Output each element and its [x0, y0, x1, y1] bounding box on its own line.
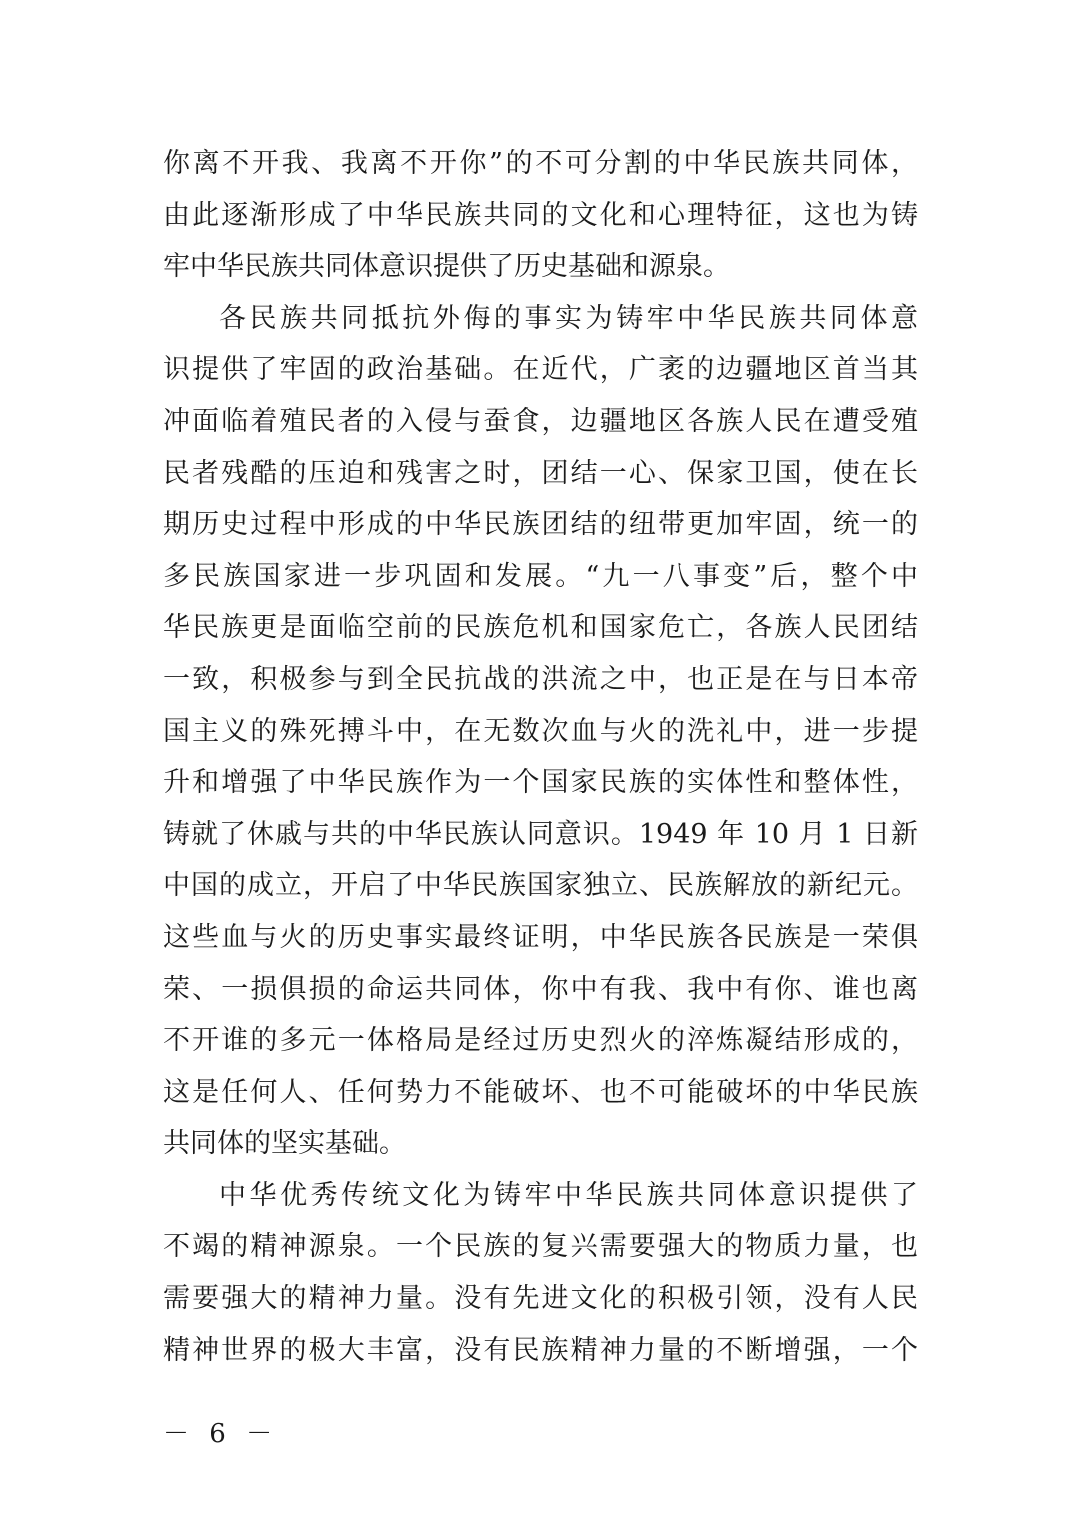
text-line: 期历史过程中形成的中华民族团结的纽带更加牢固，统一的 — [163, 509, 918, 541]
text-line: 识提供了牢固的政治基础。在近代，广袤的边疆地区首当其 — [163, 354, 918, 386]
text-line: 你离不开我、我离不开你”的不可分割的中华民族共同体， — [163, 148, 918, 179]
text-line: 不开谁的多元一体格局是经过历史烈火的淬炼凝结形成的， — [163, 1025, 918, 1057]
text-line: 多民族国家进一步巩固和发展。“九一八事变”后，整个中 — [163, 560, 918, 592]
text-line: 冲面临着殖民者的入侵与蚕食，边疆地区各族人民在遭受殖 — [163, 405, 918, 437]
text-line: 民者残酷的压迫和残害之时，团结一心、保家卫国，使在长 — [163, 457, 918, 489]
text-line: 精神世界的极大丰富，没有民族精神力量的不断增强，一个 — [163, 1334, 918, 1366]
text-line: 中国的成立，开启了中华民族国家独立、民族解放的新纪元。 — [163, 870, 918, 902]
text-line: 铸就了休戚与共的中华民族认同意识。1949 年 10 月 1 日新 — [163, 818, 918, 850]
text-line: 升和增强了中华民族作为一个国家民族的实体性和整体性， — [163, 767, 918, 799]
body-text — [163, 138, 918, 1376]
text-line: 由此逐渐形成了中华民族共同的文化和心理特征，这也为铸 — [163, 199, 918, 231]
paragraph-first-line: 各民族共同抵抗外侮的事实为铸牢中华民族共同体意 — [219, 302, 918, 334]
text-line: 需要强大的精神力量。没有先进文化的积极引领，没有人民 — [163, 1283, 918, 1315]
paragraph-first-line: 中华优秀传统文化为铸牢中华民族共同体意识提供了 — [219, 1179, 918, 1211]
text-line: 这是任何人、任何势力不能破坏、也不可能破坏的中华民族 — [163, 1076, 918, 1108]
text-line: 牢中华民族共同体意识提供了历史基础和源泉。 — [163, 251, 730, 283]
text-line: 不竭的精神源泉。一个民族的复兴需要强大的物质力量，也 — [163, 1231, 918, 1263]
text-line: 国主义的殊死搏斗中，在无数次血与火的洗礼中，进一步提 — [163, 715, 918, 747]
text-line: 荣、一损俱损的命运共同体，你中有我、我中有你、谁也离 — [163, 973, 918, 1005]
text-line: 一致，积极参与到全民抗战的洪流之中，也正是在与日本帝 — [163, 663, 918, 695]
text-line: 共同体的坚实基础。 — [163, 1128, 406, 1160]
text-line: 华民族更是面临空前的民族危机和国家危亡，各族人民团结 — [163, 612, 918, 644]
page-number: － 6 － — [163, 1419, 279, 1449]
text-line: 这些血与火的历史事实最终证明，中华民族各民族是一荣俱 — [163, 921, 918, 953]
